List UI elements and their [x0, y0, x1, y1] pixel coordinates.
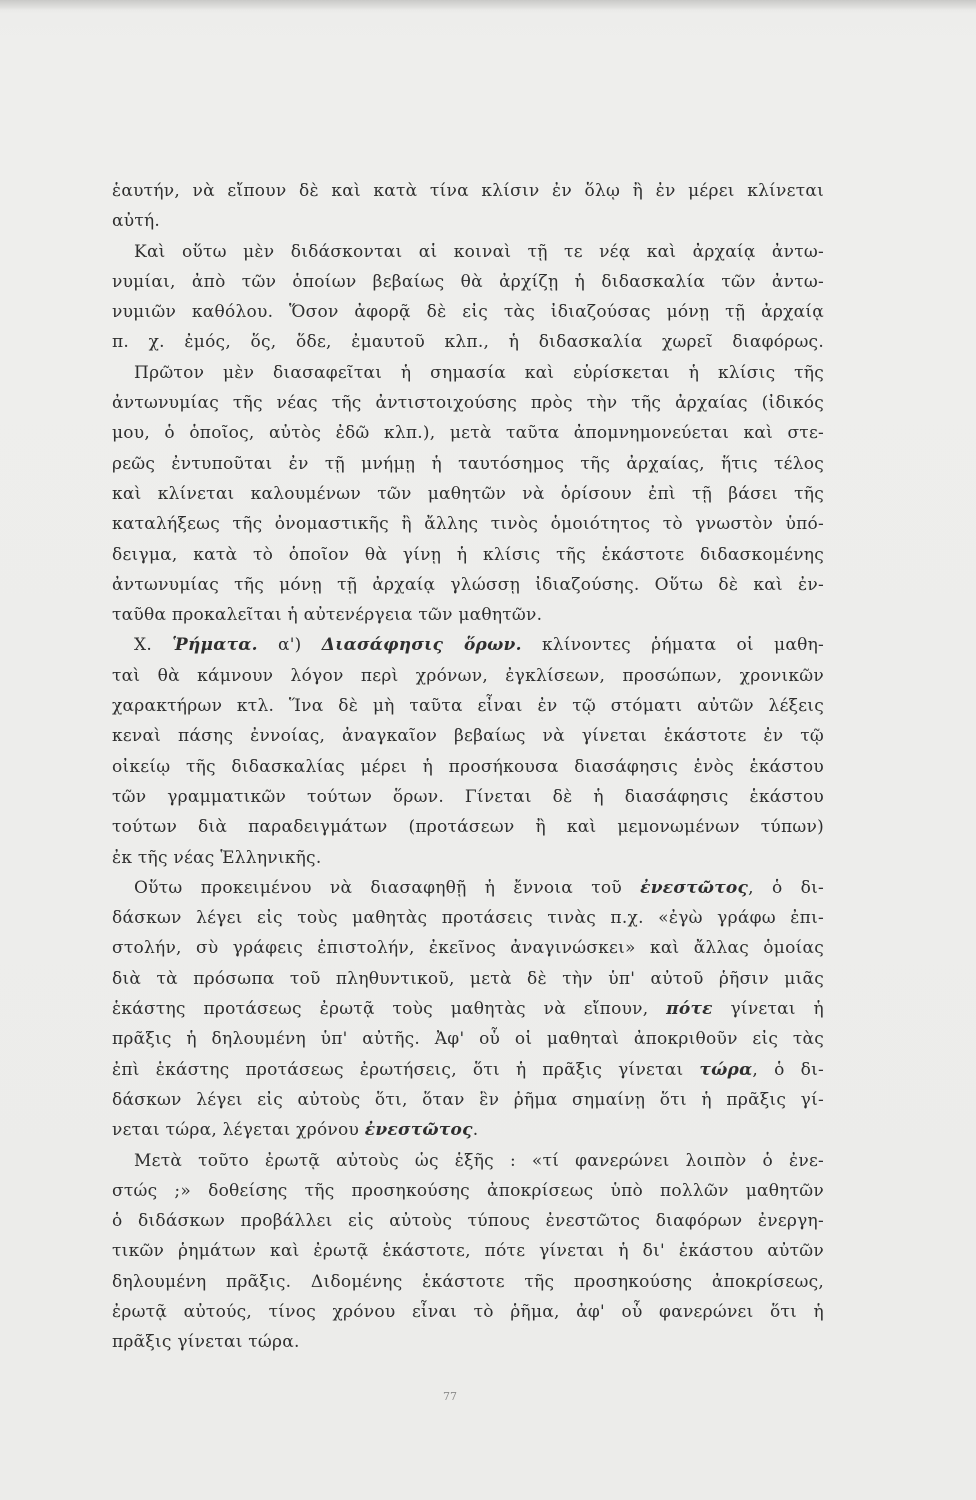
- text-line-with-emphasis: [112, 873, 824, 903]
- text-run: γίνεται ἡ: [712, 999, 824, 1020]
- text-run: Οὕτω προκειμένου νὰ διασαφηθῇ ἡ ἔννοια τοῦ: [134, 877, 641, 898]
- text-line: ταὶ θὰ κάμνουν λόγον περὶ χρόνων, ἐγκλίσεων, προσώπων, χρονικῶν: [112, 665, 824, 686]
- text-line: πρᾶξις γίνεται τώρα.: [112, 1332, 300, 1353]
- section-number: Χ.: [134, 635, 173, 656]
- emphasized-term: ἐνεστῶτος: [364, 1120, 473, 1141]
- text-line: οἰκείῳ τῆς διδασκαλίας μέρει ἡ προσήκουσα διασάφησις ἑνὸς ἑκάστου: [112, 756, 824, 777]
- text-line: ταῦθα προκαλεῖται ἡ αὐτενέργεια τῶν μαθητῶν.: [112, 605, 543, 626]
- text-line: στολήν, σὺ γράφεις ἐπιστολήν, ἐκεῖνος ἀναγινώσκει» καὶ ἄλλας ὁμοίας: [112, 938, 824, 959]
- text-line: ἐρωτᾷ αὐτούς, τίνος χρόνου εἶναι τὸ ῥῆμα, ἀφ' οὗ φανερώνει ὅτι ἡ: [112, 1301, 824, 1322]
- text-line: ρεῶς ἐντυποῦται ἐν τῇ μνήμῃ ἡ ταυτόσημος τῆς ἀρχαίας, ἥτις τέλος: [112, 453, 824, 474]
- text-line: διὰ τὰ πρόσωπα τοῦ πληθυντικοῦ, μετὰ δὲ τὴν ὑπ' αὐτοῦ ῥῆσιν μιᾶς: [112, 968, 824, 989]
- body-text: [112, 176, 824, 1358]
- text-line-with-emphasis: [112, 994, 824, 1024]
- text-run: ἑκάστης προτάσεως ἐρωτᾷ τοὺς μαθητὰς νὰ εἴπουν,: [112, 999, 667, 1020]
- section-heading-line: [112, 630, 824, 660]
- text-line: ἑαυτήν, νὰ εἴπουν δὲ καὶ κατὰ τίνα κλίσιν ἐν ὅλῳ ἢ ἐν μέρει κλίνεται: [112, 181, 824, 201]
- text-line: κεναὶ πάσης ἐννοίας, ἀναγκαῖον βεβαίως νὰ γίνεται ἑκάστοτε ἐν τῷ: [112, 726, 824, 747]
- text-line: ἀντωνυμίας τῆς μόνῃ τῇ ἀρχαίᾳ γλώσσῃ ἰδιαζούσης. Οὕτω δὲ καὶ ἐν-: [112, 574, 824, 595]
- text-line: π. χ. ἐμός, ὅς, ὅδε, ἐμαυτοῦ κλπ., ἡ διδασκαλία χωρεῖ διαφόρως.: [112, 332, 824, 353]
- subsection-title: Διασάφησις ὅρων.: [321, 635, 522, 656]
- text-line: αὐτή.: [112, 211, 161, 232]
- text-run: .: [472, 1120, 479, 1141]
- text-line: δηλουμένη πρᾶξις. Διδομένης ἑκάστοτε τῆς προσηκούσης ἀποκρίσεως,: [112, 1271, 824, 1292]
- text-line: καὶ κλίνεται καλουμένων τῶν μαθητῶν νὰ ὁρίσουν ἐπὶ τῇ βάσει τῆς: [112, 483, 824, 504]
- page-number: 77: [443, 1390, 457, 1403]
- text-line-with-emphasis: [112, 1055, 824, 1085]
- text-line: νυμιῶν καθόλου. Ὅσον ἀφορᾷ δὲ εἰς τὰς ἰδιαζούσας μόνῃ τῇ ἀρχαίᾳ: [112, 302, 824, 323]
- text-run: κλίνοντες ῥήματα οἱ μαθη-: [541, 635, 824, 656]
- text-line: δειγμα, κατὰ τὸ ὁποῖον θὰ γίνῃ ἡ κλίσις τῆς ἑκάστοτε διδασκομένης: [112, 544, 824, 565]
- emphasized-term: τώρα: [699, 1059, 753, 1080]
- text-line-with-emphasis: [112, 1115, 824, 1145]
- text-line: ἀντωνυμίας τῆς νέας τῆς ἀντιστοιχούσης πρὸς τὴν τῆς ἀρχαίας (ἰδικός: [112, 393, 824, 414]
- page-top-edge: [0, 0, 976, 10]
- text-line: Καὶ οὕτω μὲν διδάσκονται αἱ κοιναὶ τῇ τε νέᾳ καὶ ἀρχαίᾳ ἀντω-: [134, 241, 824, 262]
- text-line: δάσκων λέγει εἰς τοὺς μαθητὰς προτάσεις τινὰς π.χ. «ἐγὼ γράφω ἐπι-: [112, 908, 824, 929]
- section-title: Ῥήματα.: [172, 635, 258, 656]
- subsection-number: α'): [277, 635, 302, 656]
- emphasized-term: ἐνεστῶτος: [640, 877, 749, 898]
- text-line: καταλήξεως τῆς ὀνομαστικῆς ἢ ἄλλης τινὸς ὁμοιότητος τὸ γνωστὸν ὑπό-: [112, 514, 824, 535]
- text-line: χαρακτήρων κτλ. Ἵνα δὲ μὴ ταῦτα εἶναι ἐν τῷ στόματι αὐτῶν λέξεις: [112, 696, 824, 717]
- text-line: νυμίαι, ἀπὸ τῶν ὁποίων βεβαίως θὰ ἀρχίζῃ ἡ διδασκαλία τῶν ἀντω-: [112, 271, 824, 292]
- text-line: Πρῶτον μὲν διασαφεῖται ἡ σημασία καὶ εὑρίσκεται ἡ κλίσις τῆς: [134, 362, 824, 383]
- text-run: ἐπὶ ἑκάστης προτάσεως ἐρωτήσεις, ὅτι ἡ πρᾶξις γίνεται: [112, 1059, 700, 1080]
- text-line: τῶν γραμματικῶν τούτων ὅρων. Γίνεται δὲ ἡ διασάφησις ἑκάστου: [112, 786, 824, 807]
- emphasized-term: πότε: [666, 999, 713, 1020]
- text-line: δάσκων λέγει εἰς αὐτοὺς ὅτι, ὅταν ἓν ῥῆμα σημαίνῃ ὅτι ἡ πρᾶξις γί-: [112, 1089, 824, 1110]
- text-line: μου, ὁ ὁποῖος, αὐτὸς ἐδῶ κλπ.), μετὰ ταῦτα ἀπομνημονεύεται καὶ στε-: [112, 423, 824, 444]
- text-run: νεται τώρα, λέγεται χρόνου: [112, 1120, 365, 1141]
- text-run: , ὁ δι-: [748, 877, 824, 898]
- text-line: ἐκ τῆς νέας Ἑλληνικῆς.: [112, 847, 322, 868]
- text-run: , ὁ δι-: [752, 1059, 824, 1080]
- text-line: τικῶν ῥημάτων καὶ ἐρωτᾷ ἑκάστοτε, πότε γίνεται ἡ δι' ἑκάστου αὐτῶν: [112, 1241, 824, 1262]
- text-line: στώς ;» δοθείσης τῆς προσηκούσης ἀποκρίσεως ὑπὸ πολλῶν μαθητῶν: [112, 1180, 824, 1201]
- text-line: Μετὰ τοῦτο ἐρωτᾷ αὐτοὺς ὡς ἑξῆς : «τί φανερώνει λοιπὸν ὁ ἐνε-: [134, 1150, 824, 1171]
- text-line: πρᾶξις ἡ δηλουμένη ὑπ' αὐτῆς. Ἀφ' οὗ οἱ μαθηταὶ ἀποκριθοῦν εἰς τὰς: [112, 1029, 824, 1050]
- text-line: τούτων διὰ παραδειγμάτων (προτάσεων ἢ καὶ μεμονωμένων τύπων): [112, 817, 824, 838]
- text-line: ὁ διδάσκων προβάλλει εἰς αὐτοὺς τύπους ἐνεστῶτος διαφόρων ἐνεργη-: [112, 1211, 824, 1232]
